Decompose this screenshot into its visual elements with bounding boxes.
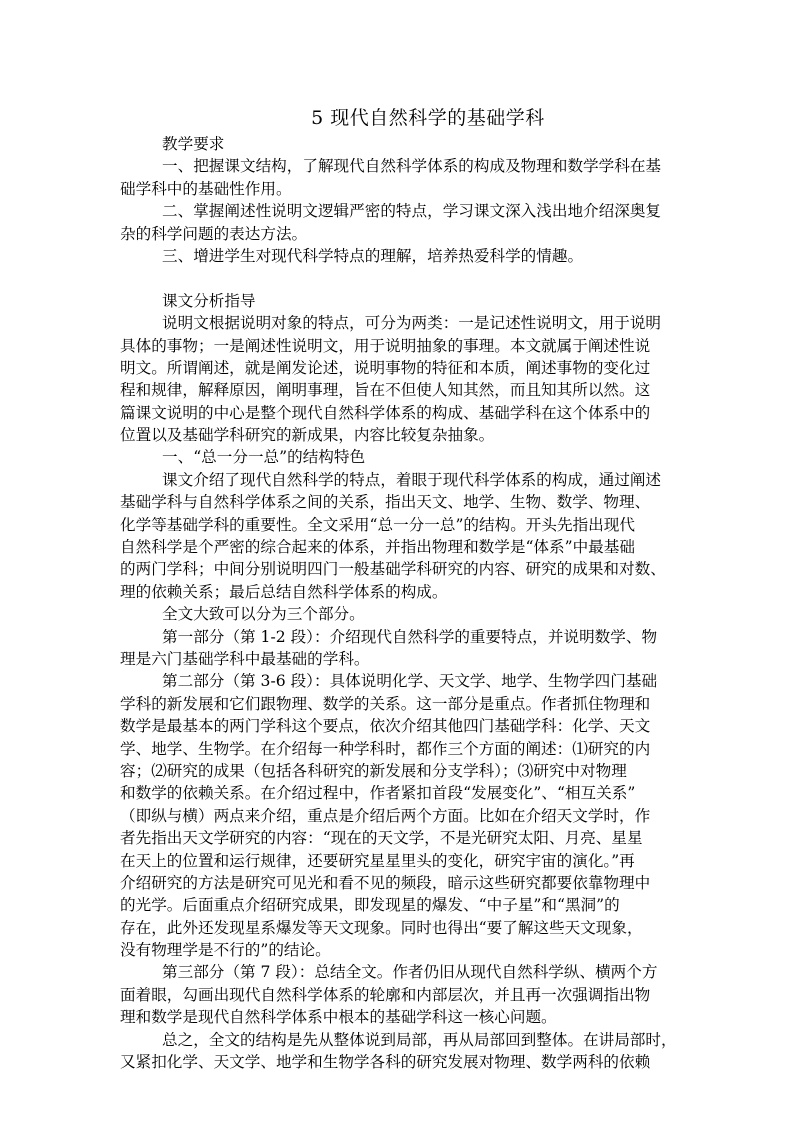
text-line: 总之，全文的结构是先从整体说到局部，再从局部回到整体。在讲局部时，	[162, 1030, 677, 1049]
text-line: 在天上的位置和运行规律，还要研究星星里头的变化，研究宇宙的演化。”再	[120, 851, 635, 870]
text-line: 全文大致可以分为三个部分。	[162, 605, 365, 624]
text-line: 介绍研究的方法是研究可见光和看不见的频段，暗示这些研究都要依靠物理中	[120, 873, 651, 892]
text-line: 化学等基础学科的重要性。全文采用“总一分一总”的结构。开头先指出现代	[120, 515, 635, 534]
text-line: 基础学科与自然科学体系之间的关系，指出天文、地学、生物、数学、物理、	[120, 493, 651, 512]
text-line: 理和数学是现代自然科学体系中根本的基础学科这一核心问题。	[120, 1008, 557, 1027]
text-line: 具体的事物；一是阐述性说明文，用于说明抽象的事理。本文就属于阐述性说	[120, 336, 651, 355]
text-line: 自然科学是个严密的综合起来的体系，并指出物理和数学是“体系”中最基础	[120, 538, 635, 557]
text-line: 第三部分（第 7 段）：总结全文。作者仍旧从现代自然科学纵、横两个方	[162, 963, 658, 982]
document-page	[120, 103, 686, 1073]
text-line: 的两门学科；中间分别说明四门一般基础学科研究的内容、研究的成果和对数、	[120, 560, 666, 579]
text-line: 杂的科学问题的表达方法。	[120, 224, 308, 243]
text-line: 三、增进学生对现代科学特点的理解，培养热爱科学的情趣。	[162, 246, 584, 265]
text-line: 存在，此外还发现星系爆发等天文现象。同时也得出“要了解这些天文现象，	[120, 918, 643, 937]
text-line: 者先指出天文学研究的内容：“现在的天文学，不是光研究太阳、月亮、星星	[120, 829, 643, 848]
text-line: 面着眼，勾画出现代自然科学体系的轮廓和内部层次，并且再一次强调指出物	[120, 985, 651, 1004]
text-line: 第二部分（第 3-6 段）：具体说明化学、天文学、地学、生物学四门基础	[162, 672, 658, 691]
text-line: 明文。所谓阐述，就是阐发论述，说明事物的特征和本质，阐述事物的变化过	[120, 358, 651, 377]
text-line: 篇课文说明的中心是整个现代自然科学体系的构成、基础学科在这个体系中的	[120, 403, 651, 422]
text-line: 位置以及基础学科研究的新成果，内容比较复杂抽象。	[120, 426, 495, 445]
text-line: 和数学的依赖关系。在介绍过程中，作者紧扣首段“发展变化”、“相互关系”	[120, 784, 636, 803]
text-line: 教学要求	[162, 135, 225, 153]
document-body	[120, 133, 686, 1073]
document-title: 5 现代自然科学的基础学科	[311, 107, 545, 129]
text-line: 又紧扣化学、天文学、地学和生物学各科的研究发展对物理、数学两科的依赖	[120, 1053, 651, 1072]
text-line: 课文介绍了现代自然科学的特点，着眼于现代科学体系的构成，通过阐述	[162, 470, 662, 489]
text-line: 数学是最基本的两门学科这个要点，依次介绍其他四门基础学科：化学、天文	[120, 717, 651, 736]
text-line: 二、掌握阐述性说明文逻辑严密的特点，学习课文深入浅出地介绍深奥复	[162, 202, 662, 221]
text-line: 课文分析指导	[162, 291, 256, 310]
text-line: 学科的新发展和它们跟物理、数学的关系。这一部分是重点。作者抓住物理和	[120, 694, 651, 713]
text-line: 一、“总一分一总”的结构特色	[162, 448, 366, 467]
text-line: 没有物理学是不行的”的结论。	[120, 941, 331, 960]
text-line: 理的依赖关系；最后总结自然科学体系的构成。	[120, 582, 448, 601]
text-line: 一、把握课文结构，了解现代自然科学体系的构成及物理和数学学科在基	[162, 157, 662, 176]
text-line: 程和规律，解释原因，阐明事理，旨在不但使人知其然，而且知其所以然。这	[120, 381, 651, 400]
text-line: 容；⑵研究的成果（包括各科研究的新发展和分支学科）；⑶研究中对物理	[120, 761, 627, 780]
text-line: 的光学。后面重点介绍研究成果，即发现星的爆发、“中子星”和“黑洞”的	[120, 896, 620, 915]
text-line: 学、地学、生物学。在介绍每一种学科时，都作三个方面的阐述：⑴研究的内	[120, 739, 651, 758]
blank-line	[120, 267, 686, 289]
text-line: 第一部分（第 1-2 段）：介绍现代自然科学的重要特点，并说明数学、物	[162, 627, 658, 646]
text-line: （即纵与横）两点来介绍，重点是介绍后两个方面。比如在介绍天文学时，作	[120, 806, 651, 825]
text-line: 理是六门基础学科中最基础的学科。	[120, 649, 370, 668]
text-line: 说明文根据说明对象的特点，可分为两类：一是记述性说明文，用于说明	[162, 314, 662, 333]
text-line: 础学科中的基础性作用。	[120, 179, 292, 198]
